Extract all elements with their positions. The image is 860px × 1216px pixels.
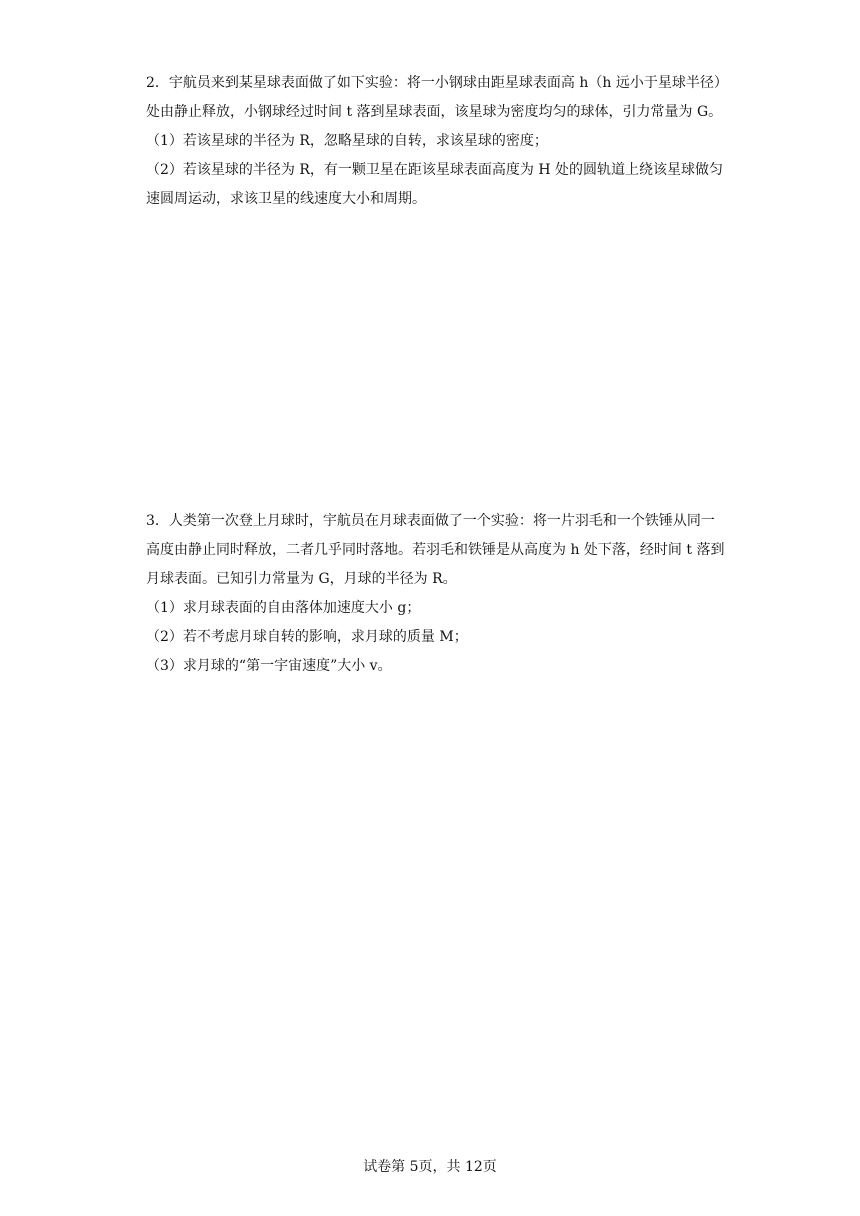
question-3 <box>146 507 726 681</box>
question-3-part-1: （1）求月球表面的自由落体加速度大小 g； <box>146 600 421 616</box>
question-2-part-2: （2）若该星球的半径为 R，有一颗卫星在距该星球表面高度为 H 处的圆轨道上绕该星球做匀速圆周运动，求该卫星的线速度大小和周期。 <box>146 162 724 207</box>
question-3-part-2: （2）若不考虑月球自转的影响，求月球的质量 M； <box>146 629 468 645</box>
question-3-stem: 3．人类第一次登上月球时，宇航员在月球表面做了一个实验：将一片羽毛和一个铁锤从同一高度由静止同时释放，二者几乎同时落地。若羽毛和铁锤是从高度为 h 处下落，经时间 t 落到月球表面。已知引力常量为 G，月球的半径为 R。 <box>146 513 725 587</box>
page-footer: 试卷第 5页，共 12页 <box>363 1159 497 1175</box>
question-3-part-3: （3）求月球的“第一宇宙速度”大小 v。 <box>146 658 392 674</box>
question-2-stem: 2．宇航员来到某星球表面做了如下实验：将一小钢球由距星球表面高 h（h 远小于星球半径）处由静止释放，小钢球经过时间 t 落到星球表面，该星球为密度均匀的球体，引力常量为 G。 <box>146 75 723 120</box>
question-2 <box>146 69 726 214</box>
question-2-part-1: （1）若该星球的半径为 R，忽略星球的自转，求该星球的密度； <box>146 133 548 149</box>
